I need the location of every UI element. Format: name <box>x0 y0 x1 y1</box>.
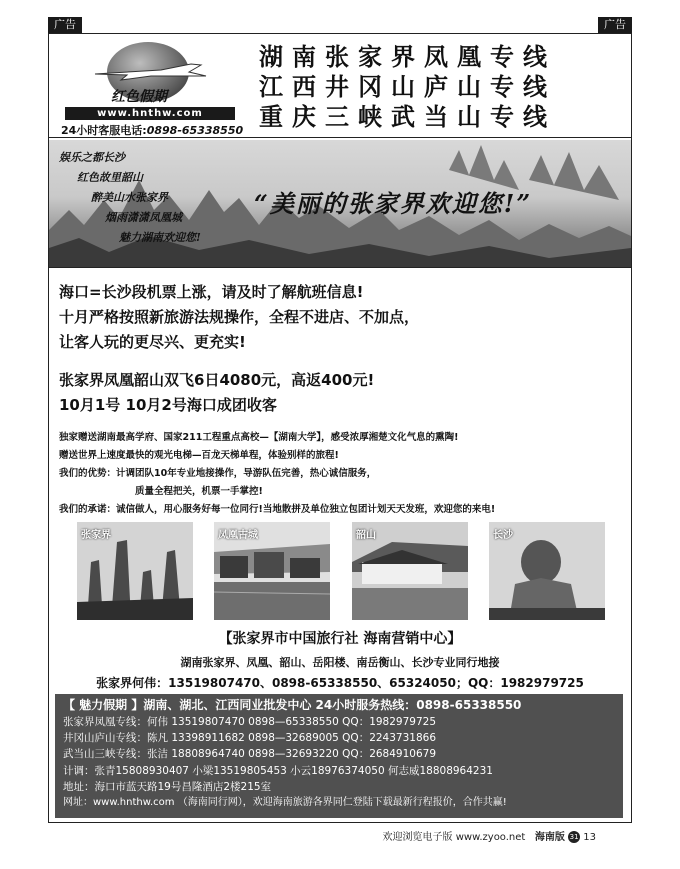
photo-fenghuang <box>214 522 330 620</box>
detail-line: 独家赠送湖南最高学府、国家211工程重点高校—【湖南大学】，感受浓厚湘楚文化气息的熏陶! <box>59 432 459 443</box>
website-line[interactable]: 网址：www.hnthw.com （海南同行网），欢迎海南旅游各界同仁登陆下载最新行程报价，合作共赢! <box>63 797 507 809</box>
page-footer <box>383 828 596 843</box>
logo <box>59 38 244 137</box>
page-number: 13 <box>583 832 596 843</box>
ad-label-right: 广告 <box>598 17 632 33</box>
notice: 十月严格按照新旅游法规操作，全程不进店、不加点， <box>59 308 420 326</box>
hotline <box>61 122 243 138</box>
airplane-icon <box>91 60 211 82</box>
slogan: 醉美山水张家界 <box>91 191 168 204</box>
route-title: 重庆三峡武当山专线 <box>259 102 556 131</box>
photo-label: 张家界 <box>81 530 111 541</box>
agency-contact: 张家界何伟：13519807470、0898-65338550、65324050；QQ：1982979725 <box>96 676 584 690</box>
notice: 让客人玩的更尽兴、更充实! <box>59 333 246 351</box>
notice: 海口=长沙段机票上涨，请及时了解航班信息! <box>59 283 364 301</box>
agency-services: 湖南张家界、凤凰、韶山、岳阳楼、南岳衡山、长沙专业同行地接 <box>180 656 500 669</box>
promo <box>59 368 374 418</box>
photo-label: 长沙 <box>493 530 513 541</box>
detail-line: 赠送世界上速度最快的观光电梯—百龙天梯单程，体验别样的旅程! <box>59 450 339 461</box>
slogan: 魅力湖南欢迎您! <box>119 231 201 244</box>
contact-line: 计调：张青15808930407 小梁13519805453 小云18976374050 何志威18808964231 <box>63 764 493 777</box>
slogan: 娱乐之都长沙 <box>59 151 125 164</box>
route-list <box>259 42 556 132</box>
hotline-label: 24小时客服电话: <box>61 124 147 137</box>
edition-label: 海南版 <box>534 832 565 843</box>
photo-label: 韶山 <box>356 530 376 541</box>
contact-line: 张家界凤凰专线：何伟 13519807470 0898—65338550 QQ：1982979725 <box>63 716 436 728</box>
promo-line: 10月1号 10月2号海口成团收客 <box>59 396 277 414</box>
route-title: 湖南张家界凤凰专线 <box>259 42 556 71</box>
agency-name: 【张家界市中国旅行社 海南营销中心】 <box>218 631 462 647</box>
ad-header <box>49 34 631 138</box>
footer-text: 欢迎浏览电子版 www.zyoo.net <box>382 832 526 843</box>
promo-line: 张家界凤凰韶山双飞6日4080元，高返400元! <box>59 371 375 389</box>
scenery-banner <box>49 140 631 268</box>
hotline-number: 0898-65338550 <box>146 124 244 137</box>
logo-website: www.hnthw.com <box>65 107 235 120</box>
ad-label-left: 广告 <box>48 17 82 33</box>
contact-line: 武当山三峡专线：张洁 18808964740 0898—32693220 QQ：2684910679 <box>63 748 436 761</box>
detail-line: 我们的承诺：诚信做人，用心服务好每一位同行!当地散拼及单位独立包团计划天天发班，欢迎您的来电! <box>59 504 496 515</box>
contact-box-title: 【 魅力假期 】湖南、湖北、江西同业批发中心 24小时服务热线：0898-65338550 <box>63 698 522 712</box>
photo-label: 凤凰古城 <box>218 530 258 541</box>
detail-line: 质量全程把关，机票一手掌控! <box>135 486 263 497</box>
route-title: 江西井冈山庐山专线 <box>259 72 556 101</box>
contact-box <box>55 694 623 818</box>
slogan: 烟雨潇潇凤凰城 <box>105 211 182 224</box>
photo-zhangjiajie <box>77 522 193 620</box>
slogan-list <box>59 148 201 248</box>
photo-shaoshan <box>352 522 468 620</box>
edition-badge: 31 <box>569 833 579 841</box>
welcome-text: “美丽的张家界欢迎您!” <box>254 189 533 218</box>
notice-list <box>59 280 419 355</box>
ad-frame <box>48 33 632 823</box>
logo-text: 红色假期 <box>111 89 167 105</box>
address-line: 地址：海口市蓝天路19号昌隆酒店2楼215室 <box>63 780 272 793</box>
photo-changsha <box>489 522 605 620</box>
contact-line: 井冈山庐山专线：陈凡 13398911682 0898—32689005 QQ：2243731866 <box>63 732 436 745</box>
slogan: 红色故里韶山 <box>77 171 143 184</box>
detail-list <box>59 429 495 519</box>
detail-line: 我们的优势：计调团队10年专业地接操作，导游队伍完善，热心诚信服务， <box>59 468 377 479</box>
